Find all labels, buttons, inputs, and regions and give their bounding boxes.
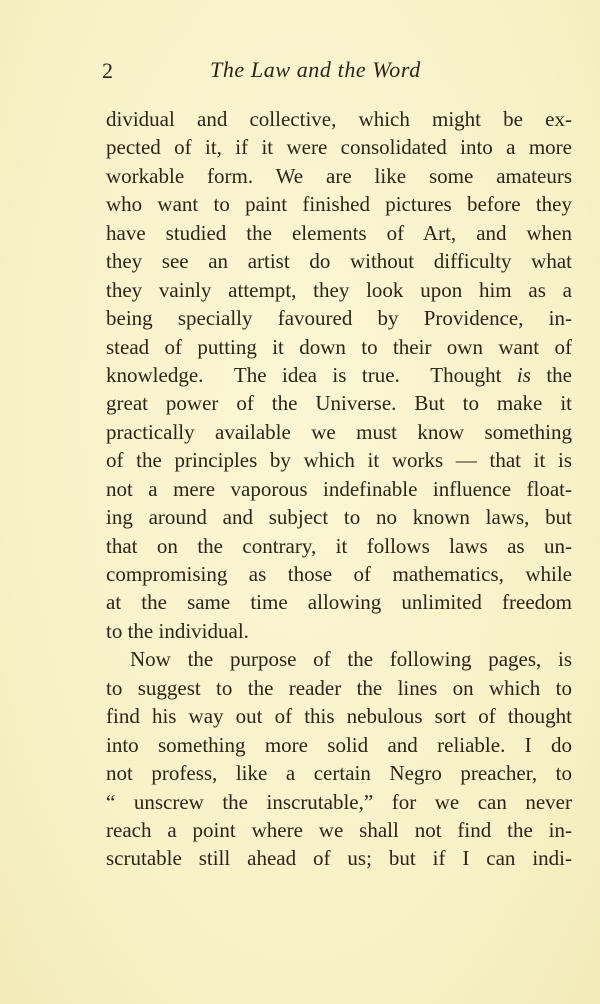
- text-line: they see an artist do without difficulty what: [106, 249, 572, 274]
- text-line: not profess, like a certain Negro preacher, to: [106, 761, 572, 786]
- text-line: have studied the elements of Art, and when: [106, 220, 572, 245]
- text-line: scrutable still ahead of us; but if I can indi-: [106, 846, 572, 871]
- text-line: at the same time allowing unlimited freedom: [106, 590, 572, 615]
- body-text: [106, 105, 572, 873]
- text-line: not a mere vaporous indefinable influence float-: [106, 476, 572, 501]
- text-line: “ unscrew the inscrutable,” for we can never: [106, 789, 572, 814]
- text-segment: the: [530, 362, 573, 387]
- text-line: Now the purpose of the following pages, is: [130, 647, 572, 672]
- page-number: 2: [102, 58, 113, 83]
- running-title: The Law and the Word: [210, 57, 421, 82]
- text-line: great power of the Universe. But to make it: [106, 391, 572, 416]
- text-line: pected of it, if it were consolidated into a more: [106, 135, 572, 160]
- text-line: to the individual.: [106, 618, 249, 643]
- text-line: being specially favoured by Providence, in-: [106, 306, 572, 331]
- text-line: to suggest to the reader the lines on which to: [106, 675, 572, 700]
- text-line: they vainly attempt, they look upon him as a: [106, 277, 572, 302]
- text-line: stead of putting it down to their own want of: [106, 334, 572, 359]
- text-line: of the principles by which it works — that it is: [106, 448, 572, 473]
- text-line: who want to paint finished pictures before they: [106, 192, 572, 217]
- text-line: workable form. We are like some amateurs: [106, 163, 572, 188]
- text-segment: knowledge. The idea is true. Thought: [106, 362, 517, 387]
- text-line: into something more solid and reliable. I do: [106, 732, 572, 757]
- text-line: [106, 361, 572, 389]
- text-line: dividual and collective, which might be ex-: [106, 107, 572, 131]
- text-line: find his way out of this nebulous sort of thought: [106, 704, 572, 729]
- text-line: compromising as those of mathematics, while: [106, 562, 572, 586]
- italic-emphasis: is: [516, 362, 531, 387]
- text-line: ing around and subject to no known laws, but: [106, 505, 572, 530]
- text-line: that on the contrary, it follows laws as un-: [106, 533, 572, 558]
- text-line: reach a point where we shall not find the in-: [106, 817, 572, 842]
- text-line: practically available we must know something: [106, 419, 572, 444]
